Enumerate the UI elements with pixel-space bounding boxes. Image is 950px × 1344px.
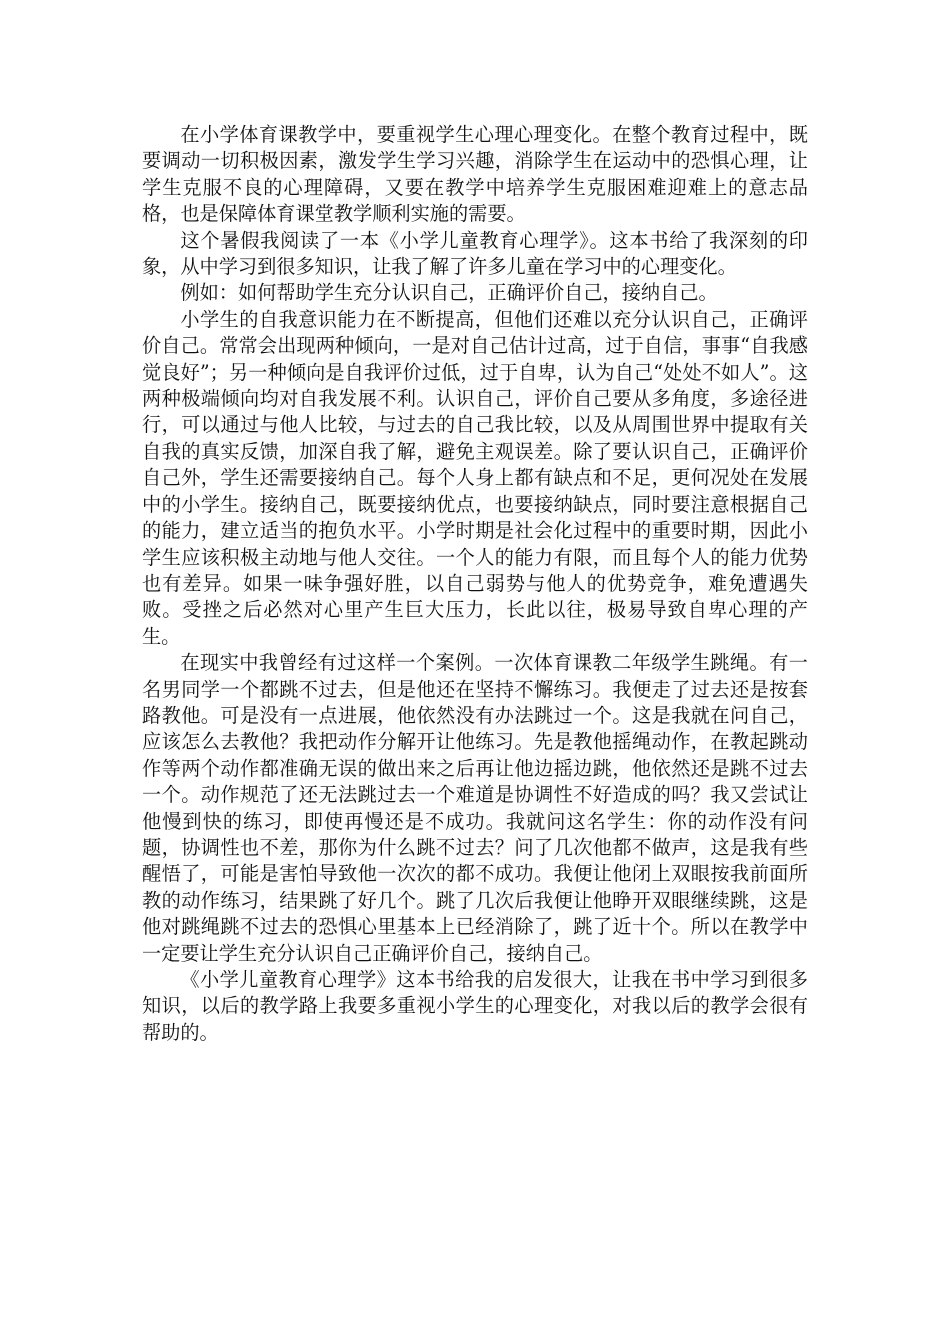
paragraph-book-reading: 这个暑假我阅读了一本《小学儿童教育心理学》。这本书给了我深刻的印象，从中学习到很多知识，让我了解了许多儿童在学习中的心理变化。 [142, 228, 808, 279]
paragraph-self-awareness: 小学生的自我意识能力在不断提高，但他们还难以充分认识自己，正确评价自己。常常会出现两种倾向，一是对自己估计过高，过于自信，事事“自我感觉良好”；另一种倾向是自我评价过低，过于自卑，认为自己“处处不如人”。这两种极端倾向均对自我发展不利。认识自己，评价自己要从多角度，多途径进行，可以通过与他人比较，与过去的自己我比较，以及从周围世界中提取有关自我的真实反馈，加深自我了解，避免主观误差。除了要认识自己，正确评价自己外，学生还需要接纳自己。每个人身上都有缺点和不足，更何况处在发展中的小学生。接纳自己，既要接纳优点，也要接纳缺点，同时要注意根据自己的能力，建立适当的抱负水平。小学时期是社会化过程中的重要时期，因此小学生应该积极主动地与他人交往。一个人的能力有限，而且每个人的能力优势也有差异。如果一味争强好胜，以自己弱势与他人的优势竞争，难免遭遇失败。受挫之后必然对心里产生巨大压力，长此以往，极易导致自卑心理的产生。 [142, 307, 808, 648]
paragraph-case-study: 在现实中我曾经有过这样一个案例。一次体育课教二年级学生跳绳。有一名男同学一个都跳不过去，但是他还在坚持不懈练习。我便走了过去还是按套路教他。可是没有一点进展，他依然没有办法跳过一个。这是我就在问自己，应该怎么去教他？我把动作分解开让他练习。先是教他摇绳动作，在教起跳动作等两个动作都准确无误的做出来之后再让他边摇边跳，他依然还是跳不过去一个。动作规范了还无法跳过去一个难道是协调性不好造成的吗？我又尝试让他慢到快的练习，即使再慢还是不成功。我就问这名学生：你的动作没有问题，协调性也不差，那你为什么跳不过去？问了几次他都不做声，这是我有些醒悟了，可能是害怕导致他一次次的都不成功。我便让他闭上双眼按我前面所教的动作练习，结果跳了好几个。跳了几次后我便让他睁开双眼继续跳，这是他对跳绳跳不过去的恐惧心里基本上已经消除了，跳了近十个。所以在教学中一定要让学生充分认识自己正确评价自己，接纳自己。 [142, 651, 808, 965]
paragraph-conclusion: 《小学儿童教育心理学》这本书给我的启发很大，让我在书中学习到很多知识，以后的教学路上我要多重视小学生的心理变化，对我以后的教学会很有帮助的。 [142, 968, 808, 1044]
document-body [142, 122, 808, 1046]
paragraph-intro: 在小学体育课教学中，要重视学生心理心理变化。在整个教育过程中，既要调动一切积极因素，激发学生学习兴趣，消除学生在运动中的恐惧心理，让学生克服不良的心理障碍，又要在教学中培养学生克服困难迎难上的意志品格，也是保障体育课堂教学顺利实施的需要。 [142, 123, 808, 226]
paragraph-example: 例如：如何帮助学生充分认识自己，正确评价自己，接纳自己。 [180, 281, 718, 305]
